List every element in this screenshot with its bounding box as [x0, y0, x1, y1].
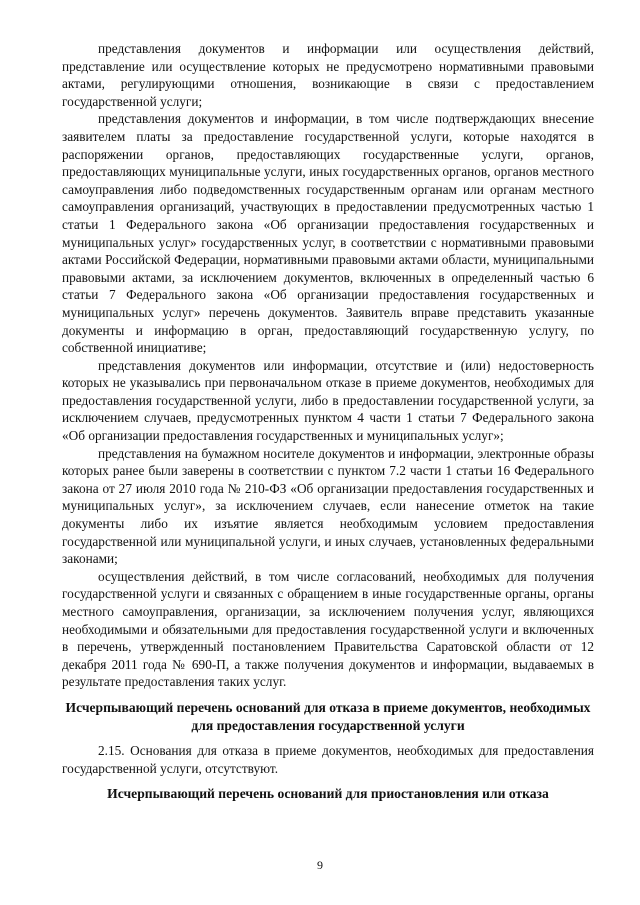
paragraph-documents-in-possession: представления документов и информации, в том числе подтверждающих внесение заявителем платы за предоставление государственной услуги, которые находятся в распоряжении органов, предоставляющих государственные услуги, органов, предоставляющих муниципальные услуги, иных государственных органов, органов местного самоуправления либо подведомственных государственным органам или органам местного самоуправления организаций, участвующих в предоставлении предусмотренных частью 1 статьи 1 Федерального закона «Об организации предоставления государственных и муниципальных услуг» государственных услуг, в соответствии с нормативными правовыми актами Российской Федерации, нормативными правовыми актами области, муниципальными правовыми актами, за исключением документов, включенных в определенный частью 6 статьи 7 Федерального закона «Об организации предоставления государственных и муниципальных услуг» перечень документов. Заявитель вправе представить указанные документы и информацию в орган, предоставляющий государственную услугу, по собственной инициативе;: [62, 111, 594, 356]
paragraph-actions-approvals: осуществления действий, в том числе согласований, необходимых для получения государственной услуги и связанных с обращением в иные государственные органы, органы местного самоуправления, организации, за исключением получения услуг, являющихся необходимыми и обязательными для предоставления государственной услуги и включенных в перечень, утвержденный постановлением Правительства Саратовской области от 12 декабря 2011 года № 690-П, а также получения документов и информации, выдаваемых в результате предоставления таких услуг.: [62, 568, 594, 690]
paragraph-documents-not-required: представления документов и информации или осуществления действий, представление или осуществление которых не предусмотрено нормативными правовыми актами, регулирующими отношения, возникающие в связи с предоставлением государственной услуги;: [62, 41, 594, 109]
section-heading-refusal-reception: Исчерпывающий перечень оснований для отказа в приеме документов, необходимых для предоставления государственной услуги: [65, 699, 591, 733]
section-heading-suspension: Исчерпывающий перечень оснований для приостановления или отказа: [107, 786, 549, 802]
paragraph-documents-not-indicated: представления документов или информации, отсутствие и (или) недостоверность которых не указывались при первоначальном отказе в приеме документов, необходимых для предоставления государственной услуги, либо в предоставлении государственной услуги, за исключением случаев, предусмотренных пунктом 4 части 1 статьи 7 Федерального закона «Об организации предоставления государственных и муниципальных услуг»;: [62, 357, 594, 444]
page-number: 9: [317, 858, 323, 872]
paragraph-paper-documents: представления на бумажном носителе документов и информации, электронные образы которых ранее были заверены в соответствии с пунктом 7.2 части 1 статьи 16 Федерального закона от 27 июля 2010 года № 210-ФЗ «Об организации предоставления государственных и муниципальных услуг», за исключением случаев, если нанесение отметок на такие документы либо их изъятие является необходимым условием предоставления государственной или муниципальной услуги, и иных случаев, установленных федеральными законами;: [62, 445, 594, 567]
document-page: [62, 40, 594, 811]
paragraph-2-15: 2.15. Основания для отказа в приеме документов, необходимых для предоставления государственной услуги, отсутствуют.: [62, 743, 594, 776]
